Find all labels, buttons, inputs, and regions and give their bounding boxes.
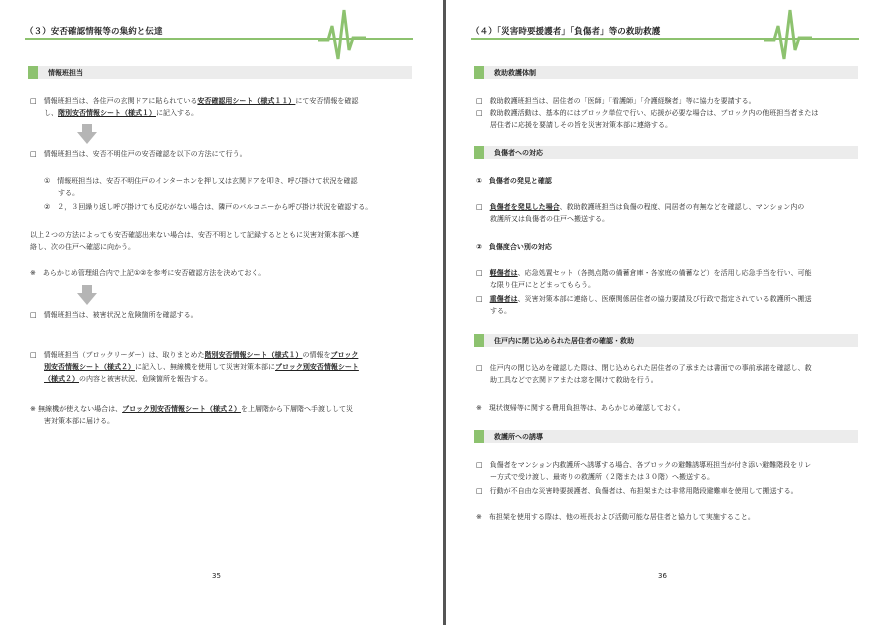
paragraph-trapped-rescue-cont: 助工具などで玄関ドアまたは窓を開けて救助を行う。: [490, 376, 658, 384]
document-page-right: [446, 0, 889, 625]
section-heading: （３）安否確認情報等の集約と伝達: [25, 27, 163, 37]
document-page-left: [0, 0, 443, 625]
list-item-intercom-cont: する。: [58, 189, 79, 197]
paragraph-check-sheet-cont: し、階別安否情報シート（様式１）に記入する。: [44, 109, 198, 117]
section-header-trapped: 住戸内に閉じ込められた居住者の確認・救助: [474, 334, 858, 347]
note-decide-method: ※ あらかじめ管理組合内で上記①②を参考に安否確認方法を決めておく。: [30, 269, 266, 277]
paragraph-block-unit: □ 救助救護活動は、基本的にはブロック単位で行い、応援が必要な場合は、ブロック内の他班担当者または: [476, 109, 819, 117]
paragraph-severe-injury-cont: する。: [490, 307, 511, 315]
note-no-radio-cont: 害対策本部に届ける。: [44, 417, 114, 425]
section-heading: （４）「災害時要援護者」「負傷者」等の救助救護: [471, 27, 661, 37]
section-header-info-team: 情報班担当: [28, 66, 412, 79]
paragraph-minor-injury: □ 軽傷者は、応急処置セット（各拠点階の備蓄倉庫・各家庭の備蓄など）を活用し応急手当を行い、可能: [476, 269, 812, 277]
list-item-intercom: ① 情報班担当は、安否不明住戸のインターホンを押し又は玄関ドアを叩き、呼び掛けて状況を確認: [44, 177, 358, 185]
paragraph-discover-injured: □ 負傷者を発見した場合、救助救護班担当は負傷の程度、同居者の有無などを確認し、マンション内の: [476, 203, 805, 211]
paragraph-report-unknown-cont: 絡し、次の住戸へ確認に向かう。: [30, 243, 135, 251]
note-no-radio: ※ 無線機が使えない場合は、ブロック別安否情報シート（様式２）を上層階から下層階へ手渡しして災: [30, 405, 353, 413]
section-header-rescue-system: 救助救護体制: [474, 66, 858, 79]
paragraph-block-unit-cont: 居住者に応援を要請しその旨を災害対策本部に連絡する。: [490, 121, 672, 129]
arrow-down-icon: [77, 285, 97, 305]
page-number: 35: [212, 572, 221, 580]
paragraph-report-unknown: 以上２つの方法によっても安否確認出来ない場合は、安否不明として記録するとともに災害対策本部へ連: [30, 231, 359, 239]
note-cost-burden: ※ 現状復帰等に関する費用負担等は、あらかじめ確認しておく。: [476, 404, 685, 412]
paragraph-block-leader: □ 情報班担当（ブロックリーダー）は、取りまとめた階別安否情報シート（様式１）の情報をブロック: [30, 351, 359, 359]
paragraph-relay-transport-cont: ー方式で受け渡し、最寄りの救護所（２階または３０階）へ搬送する。: [490, 473, 714, 481]
section-header-guidance: 救護所への誘導: [474, 430, 858, 443]
list-item-balcony: ② ２，３回繰り返し呼び掛けても反応がない場合は、隣戸のバルコニーから呼び掛け状況を確認する。: [44, 203, 373, 211]
paragraph-discover-injured-cont: 救護所又は負傷者の住戸へ搬送する。: [490, 215, 609, 223]
heartbeat-pulse-icon: [764, 4, 812, 64]
paragraph-minor-injury-cont: な限り住戸にとどまってもらう。: [490, 281, 595, 289]
paragraph-request-medical: □ 救助救護班担当は、居住者の「医師」「看護師」「介護経験者」等に協力を要請する。: [476, 97, 756, 105]
paragraph-trapped-rescue: □ 住戸内の閉じ込めを確認した際は、閉じ込められた居住者の了承または書面での事前承諾を確認し、救: [476, 364, 812, 372]
paragraph-damage-check: □ 情報班担当は、被害状況と危険箇所を確認する。: [30, 311, 198, 319]
note-stretcher-cooperation: ※ 布担架を使用する際は、他の班長および活動可能な居住者と協力して実施すること。: [476, 513, 755, 521]
paragraph-relay-transport: □ 負傷者をマンション内救護所へ誘導する場合、各ブロックの避難誘導班担当が付き添い避難階段をリレ: [476, 461, 812, 469]
paragraph-block-leader-end: （様式２）の内容と被害状況、危険箇所を報告する。: [44, 375, 212, 383]
paragraph-block-leader-cont: 別安否情報シート（様式２）に記入し、無線機を使用して災害対策本部にブロック別安否情報シート: [44, 363, 359, 371]
paragraph-severe-injury: □ 重傷者は、災害対策本部に連絡し、医療関係居住者の協力要請及び行政で指定されている救護所へ搬送: [476, 295, 812, 303]
paragraph-unknown-units: □ 情報班担当は、安否不明住戸の安否確認を以下の方法にて行う。: [30, 150, 247, 158]
page-number: 36: [658, 572, 667, 580]
paragraph-stretcher-transport: □ 行動が不自由な災害時要援護者、負傷者は、布担架または非常用階段避難車を使用して搬送する。: [476, 487, 798, 495]
paragraph-check-sheet: □ 情報班担当は、各住戸の玄関ドアに貼られている安否確認用シート（様式１１）にて安否情報を確認: [30, 97, 359, 105]
heartbeat-pulse-icon: [318, 4, 366, 64]
subheading-discovery: ① 負傷者の発見と確認: [476, 177, 552, 185]
section-header-injured: 負傷者への対応: [474, 146, 858, 159]
arrow-down-icon: [77, 124, 97, 144]
subheading-severity: ② 負傷度合い別の対応: [476, 243, 552, 251]
